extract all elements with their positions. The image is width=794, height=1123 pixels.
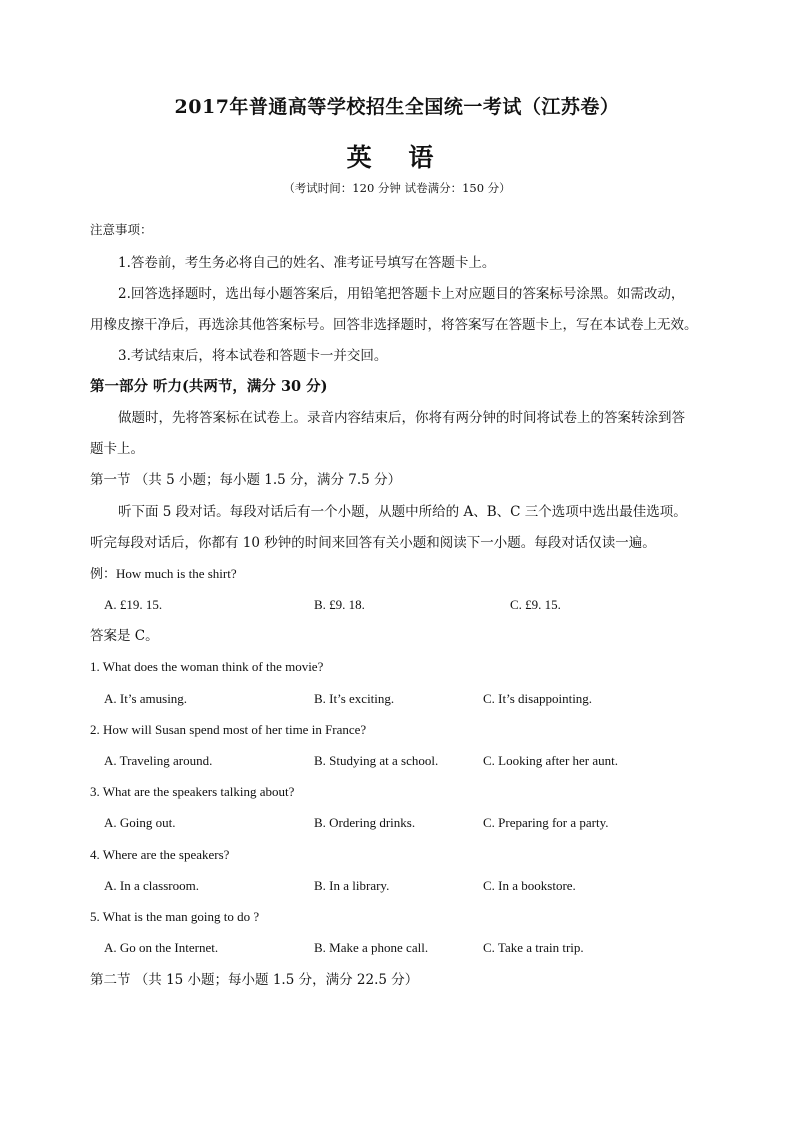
part1-intro-cont: 题卡上。 <box>90 441 144 457</box>
notice-item-2: 2.回答选择题时，选出每小题答案后，用铅笔把答题卡上对应题目的答案标号涂黑。如需改动， <box>118 286 685 302</box>
subject-title: 英 语 <box>346 143 448 172</box>
question-4-option-b: B. In a library. <box>314 878 390 893</box>
question-3-option-a: A. Going out. <box>104 815 176 830</box>
exam-timing: （考试时间：120 分钟 试卷满分：150 分） <box>283 181 511 195</box>
example-question: 例：How much is the shirt? <box>90 566 237 581</box>
example-option-a: A. £19. 15. <box>104 597 163 612</box>
notice-item-3: 3.考试结束后，将本试卷和答题卡一并交回。 <box>118 348 388 364</box>
question-5-option-c: C. Take a train trip. <box>483 940 584 955</box>
question-5-option-a: A. Go on the Internet. <box>104 940 219 955</box>
section1-instructions-cont: 听完每段对话后，你都有 10 秒钟的时间来回答有关小题和阅读下一小题。每段对话仅读一遍。 <box>90 535 656 551</box>
question-4: 4. Where are the speakers? <box>90 847 230 862</box>
section2-heading: 第二节 （共 15 小题；每小题 1.5 分，满分 22.5 分） <box>90 972 419 988</box>
example-answer: 答案是 C。 <box>90 628 159 644</box>
notice-item-2-cont: 用橡皮擦干净后，再选涂其他答案标号。回答非选择题时，将答案写在答题卡上，写在本试卷上无效。 <box>90 317 698 333</box>
example-option-b: B. £9. 18. <box>314 597 365 612</box>
question-3-option-c: C. Preparing for a party. <box>483 815 609 830</box>
exam-title: 2017年普通高等学校招生全国统一考试（江苏卷） <box>174 96 620 118</box>
question-2-option-a: A. Traveling around. <box>104 753 213 768</box>
question-3: 3. What are the speakers talking about? <box>90 784 295 799</box>
question-1-option-c: C. It’s disappointing. <box>483 691 593 706</box>
question-5-option-b: B. Make a phone call. <box>314 940 429 955</box>
example-option-c: C. £9. 15. <box>510 597 561 612</box>
part1-heading: 第一部分 听力(共两节，满分 30 分) <box>90 378 328 395</box>
notice-heading: 注意事项： <box>90 222 153 237</box>
question-1: 1. What does the woman think of the movie? <box>90 659 324 674</box>
question-2-option-b: B. Studying at a school. <box>314 753 439 768</box>
question-4-option-a: A. In a classroom. <box>104 878 199 893</box>
question-1-option-a: A. It’s amusing. <box>104 691 188 706</box>
notice-item-1: 1.答卷前，考生务必将自己的姓名、准考证号填写在答题卡上。 <box>118 255 496 271</box>
question-5: 5. What is the man going to do ? <box>90 909 260 924</box>
question-3-option-b: B. Ordering drinks. <box>314 815 416 830</box>
question-2: 2. How will Susan spend most of her time in France? <box>90 722 367 737</box>
part1-intro: 做题时，先将答案标在试卷上。录音内容结束后，你将有两分钟的时间将试卷上的答案转涂到答 <box>118 410 685 426</box>
section1-heading: 第一节 （共 5 小题；每小题 1.5 分，满分 7.5 分） <box>90 472 402 488</box>
section1-instructions: 听下面 5 段对话。每段对话后有一个小题，从题中所给的 A、B、C 三个选项中选出最佳选项。 <box>118 504 687 520</box>
question-4-option-c: C. In a bookstore. <box>483 878 576 893</box>
question-2-option-c: C. Looking after her aunt. <box>483 753 619 768</box>
question-1-option-b: B. It’s exciting. <box>314 691 395 706</box>
